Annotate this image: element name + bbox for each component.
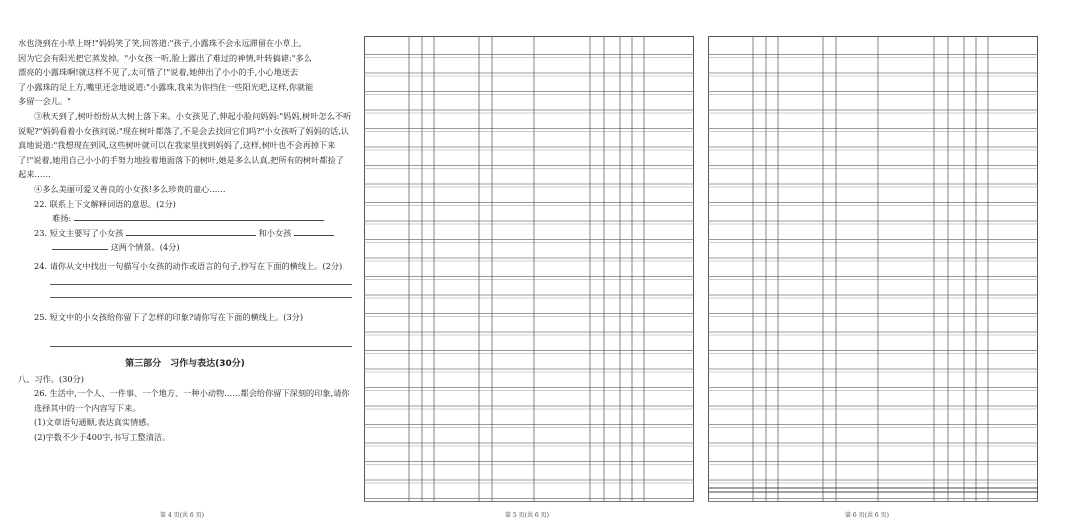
- passage-line: 多留一会儿。": [18, 96, 71, 107]
- question-number: 24.: [34, 260, 48, 271]
- passage-line: 水也浇到在小草上呀!"妈妈笑了笑,回答道:"孩子,小露珠不会永远滞留在小草上,: [18, 38, 302, 48]
- requirement-2: (2)字数不少于400字,书写工整清洁。: [34, 432, 171, 443]
- question-25: [18, 310, 352, 325]
- passage-line: 漂亮的小露珠啊!就这样不见了,太可惜了!"说着,她伸出了小小的手,小心地送去: [18, 67, 299, 78]
- question-text: 短文中的小女孩给你留下了怎样的印象?请你写在下面的横线上。(3分): [49, 311, 304, 322]
- question-text: 联系上下文解释词语的意思。(2分): [49, 198, 176, 209]
- answer-blank[interactable]: [294, 226, 334, 236]
- answer-blank[interactable]: [74, 211, 324, 221]
- question-text-mid: 和小女孩: [258, 227, 292, 238]
- page-footer: 第 5 页(共 6 页): [505, 512, 549, 519]
- writing-grid[interactable]: [708, 36, 1038, 502]
- passage-line: 了小露珠的足上方,嘴里还念地说道:"小露珠,我来为你挡住一些阳光吧,这样,你就能: [18, 81, 314, 92]
- question-23-cont: [18, 240, 352, 255]
- question-text-tail: 这两个情景。(4分): [110, 242, 180, 253]
- question-22: [18, 197, 352, 212]
- page-footer: 第 6 页(共 6 页): [845, 512, 889, 519]
- page-footer: 第 4 页(共 6 页): [160, 512, 204, 519]
- answer-line[interactable]: [50, 284, 352, 285]
- question-26: 26. 生活中,一个人、一件事、一个地方、一种小动物……都会给你留下深刻的印象,请你选择其中的一个内容写下来。: [34, 388, 350, 413]
- passage-line: 因为它会有阳光把它蒸发掉。"小女孩一听,脸上露出了难过的神情,叶转搞谑:"多么: [18, 52, 312, 63]
- question-text: 请你从文中找出一句描写小女孩的动作或语言的句子,抄写在下面的横线上。(2分): [49, 260, 343, 271]
- passage-paragraph-autumn: ③秋天到了,树叶纷纷从大树上落下来。小女孩见了,伸起小脸问妈妈:"妈妈,树叶怎么不听说呢?"妈妈看着小女孩问说:"现在树叶都落了,不是会去找回它们吗?"小女孩听了妈妈的话,认真地说道:"我想现在到风,这些树叶就可以在我家里找到妈妈了,这样,树叶也不会再掉下来了!"说着,她用自己小小的手努力地捡着地面落下的树叶,她是多么认真,把所有的树叶都捡了起来……: [18, 110, 352, 180]
- requirement-1: (1)文章语句通顺,表达真实情感。: [34, 417, 155, 428]
- section-title: 第三部分 习作与表达(30分): [125, 359, 245, 370]
- question-number: 23.: [34, 227, 48, 238]
- reading-column: [18, 36, 352, 445]
- passage-paragraph-closing: ④多么美丽可爱又善良的小女孩!多么珍贵的童心……: [34, 183, 226, 194]
- answer-blank[interactable]: [52, 240, 108, 250]
- question-text: 短文主要写了小女孩: [49, 227, 124, 238]
- question-number: 25.: [34, 311, 48, 322]
- answer-label: 难扬:: [52, 213, 72, 224]
- question-23: [18, 226, 352, 241]
- answer-line[interactable]: [50, 346, 352, 347]
- writing-grid[interactable]: [364, 36, 694, 502]
- composition-grid-page5[interactable]: [364, 36, 694, 502]
- answer-blank[interactable]: [126, 226, 256, 236]
- question-number: 22.: [34, 198, 48, 209]
- answer-line[interactable]: [50, 297, 352, 298]
- composition-grid-page6[interactable]: [708, 36, 1038, 502]
- question-22-answer: [18, 211, 352, 226]
- question-24: [18, 259, 352, 274]
- part-heading: 八、习作。(30分): [18, 373, 84, 384]
